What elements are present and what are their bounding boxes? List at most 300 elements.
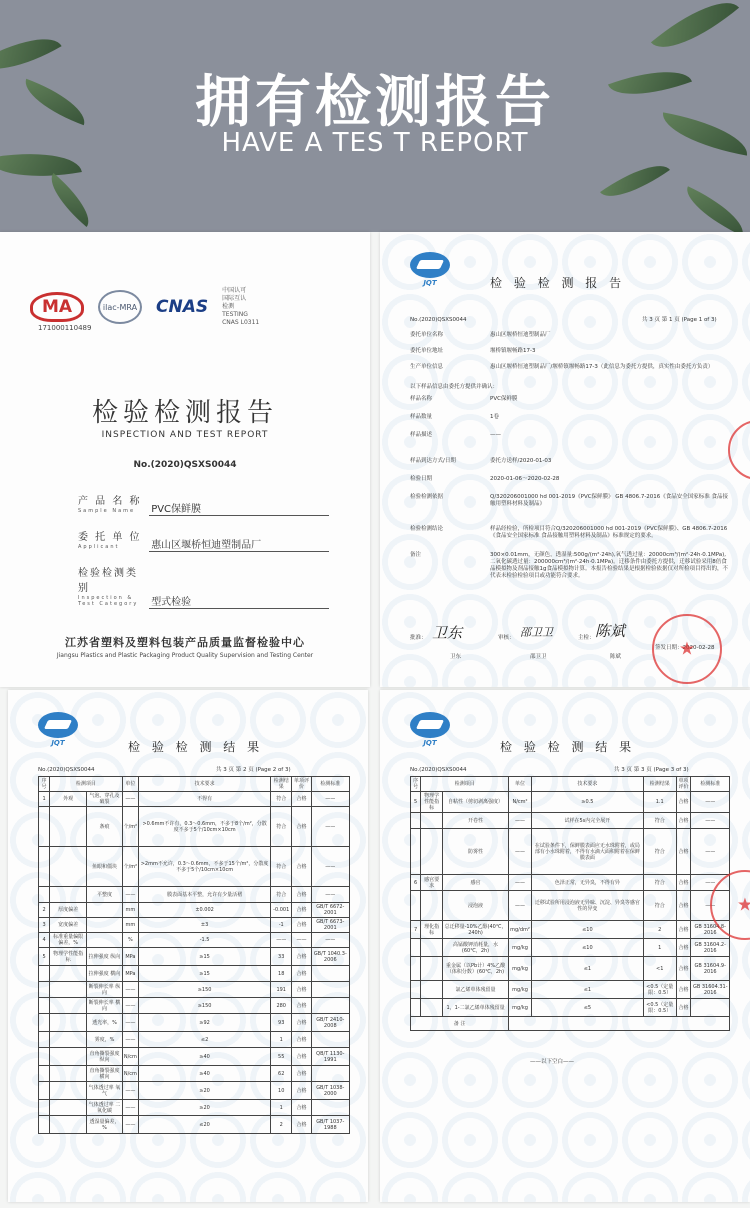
table-cell: 不得有 xyxy=(139,792,271,807)
table-cell: <1 xyxy=(643,957,676,981)
table-cell: 1 xyxy=(643,939,676,957)
page-indicator: 共 3 页 第 3 页 (Page 3 of 3) xyxy=(614,767,689,773)
jqt-logo: JQT xyxy=(38,712,78,747)
table-cell: 平整度 xyxy=(87,887,122,903)
results-page-2 xyxy=(8,690,368,1202)
table-cell: —— xyxy=(122,1116,139,1134)
table-cell: 标准重量偏限偏差，% xyxy=(50,933,87,948)
table-cell: 2 xyxy=(643,921,676,939)
table-cell xyxy=(39,1048,50,1066)
table-cell: 62 xyxy=(270,1066,291,1082)
remark-label: 备 注 xyxy=(411,1017,509,1031)
table-cell: —— xyxy=(122,1082,139,1100)
table-header-cell: 检测结果 xyxy=(643,777,676,792)
table-cell: -1 xyxy=(270,918,291,933)
table-row xyxy=(39,1066,350,1082)
table-cell: 高锰酸钾消耗量，水(60℃，2h) xyxy=(442,939,508,957)
table-cell: <0.5（定量限：0.5） xyxy=(643,981,676,999)
review-name: 邵卫卫 xyxy=(530,654,547,660)
table-cell: 膜表面基本平整，允许有少量活褶 xyxy=(139,887,271,903)
table-cell: 2 xyxy=(39,903,50,918)
table-cell: ≤5 xyxy=(531,999,643,1017)
table-row xyxy=(39,887,350,903)
table-cell: ≥20 xyxy=(139,1082,271,1100)
table-cell: ≤1 xyxy=(531,981,643,999)
table-cell: MPa xyxy=(122,948,139,966)
table-cell: 自粘性（剪切剥离强度） xyxy=(442,792,508,813)
table-cell: 6 xyxy=(411,875,421,891)
table-cell xyxy=(421,957,443,981)
report-row: 检验日期 2020-01-06～2020-02-28 xyxy=(410,476,560,482)
table-cell: —— xyxy=(311,847,349,887)
table-cell xyxy=(50,807,87,847)
table-row xyxy=(411,813,730,829)
table-cell: —— xyxy=(691,891,730,921)
table-cell: 直角撕裂强度 纵向 xyxy=(87,1048,122,1066)
table-cell: MPa xyxy=(122,966,139,982)
table-cell: ≥40 xyxy=(139,1066,271,1082)
report-number: No.(2020)QSXS0044 xyxy=(410,767,467,773)
table-cell xyxy=(39,998,50,1014)
table-cell xyxy=(87,933,122,948)
table-cell: 4 xyxy=(39,933,50,948)
cnas-logo: CNAS xyxy=(156,297,209,317)
table-cell xyxy=(421,891,443,921)
table-cell: 透光率，% xyxy=(87,1014,122,1032)
table-cell: —— xyxy=(509,875,532,891)
table-header-cell: 序号 xyxy=(411,777,421,792)
results-title: 检 验 检 测 结 果 xyxy=(500,740,636,754)
table-cell: 合格 xyxy=(292,887,311,903)
table-cell: N/cm xyxy=(122,1066,139,1082)
table-cell: 气体透过率 氧气 xyxy=(87,1082,122,1100)
leaf-decoration xyxy=(41,173,100,227)
table-cell: 合格 xyxy=(292,948,311,966)
page-subtitle: HAVE A TES T REPORT xyxy=(221,128,529,158)
table-cell: 合格 xyxy=(292,1066,311,1082)
table-cell: 符合 xyxy=(270,847,291,887)
table-cell xyxy=(311,998,349,1014)
table-cell: 符合 xyxy=(270,792,291,807)
table-cell: 试样在5s内完全展开 xyxy=(531,813,643,829)
review-label: 审核： xyxy=(498,635,515,641)
table-cell: 1，1-二氯乙烯单体残留量 xyxy=(442,999,508,1017)
report-row: 样品名称 PVC保鲜膜 xyxy=(410,396,518,402)
table-cell: 合格 xyxy=(676,939,691,957)
certification-logos xyxy=(30,287,259,327)
table-cell: QB/T 1130-1991 xyxy=(311,1048,349,1066)
table-header-cell: 单项评价 xyxy=(676,777,691,792)
table-cell: GB 31604.9-2016 xyxy=(691,957,730,981)
table-cell: 迁移试验所用浸泡液无异味、沉淀、异臭等感官性的异变 xyxy=(531,891,643,921)
approve-label: 批准： xyxy=(410,635,427,641)
table-row xyxy=(411,891,730,921)
table-cell: 2 xyxy=(270,1116,291,1134)
table-cell xyxy=(411,813,421,829)
table-cell: 感官 xyxy=(442,875,508,891)
end-of-table: ——以下空白—— xyxy=(530,1059,575,1065)
table-cell xyxy=(411,981,421,999)
table-row xyxy=(39,948,350,966)
report-title: 检 验 检 测 报 告 xyxy=(490,276,626,290)
report-row: 备注 300×0.01mm，无颜色，透湿量:500g/(m²·24h),氧气透过量：20000cm³/(m²·24h·0.1MPa),二氧化碳透过量：200000cm³/(m²·24h·0.1MPa)。迁移条件由委托方提供，迁移试验采用8倍食品模拟物及剂品接触1g食品模拟物计算。本报告检验结果是根据检验依据仅对所检项目得出的，不代表未检验检验项目或功能符合要求。 xyxy=(410,552,728,579)
table-cell: 总迁移量-10%乙醇(40℃，240h) xyxy=(442,921,508,939)
table-cell: ≥40 xyxy=(139,1048,271,1066)
table-cell: 物理学性能指标 xyxy=(50,948,87,966)
table-cell: 鱼眼和僵块 xyxy=(87,847,122,887)
table-header-cell: 检测标准 xyxy=(311,777,349,792)
table-cell: 条痕 xyxy=(87,807,122,847)
table-cell: GB/T 6673-2001 xyxy=(311,918,349,933)
table-cell: 合格 xyxy=(292,1014,311,1032)
table-cell: -1.5 xyxy=(139,933,271,948)
inspector-label: 主检： xyxy=(578,635,595,641)
table-cell: —— xyxy=(122,982,139,998)
table-cell xyxy=(311,966,349,982)
page-indicator: 共 3 页 第 1 页 (Page 1 of 3) xyxy=(642,317,717,323)
issue-date: 签发日期：2020-02-28 xyxy=(655,645,715,651)
table-cell: 理化指标 xyxy=(421,921,443,939)
report-row: 样品描述 —— xyxy=(410,432,501,438)
table-cell: % xyxy=(122,933,139,948)
table-cell: ≤10 xyxy=(531,939,643,957)
table-cell: GB/T 1038-2000 xyxy=(311,1082,349,1100)
table-cell: 合格 xyxy=(292,1032,311,1048)
table-row xyxy=(39,982,350,998)
table-cell: 雾度，% xyxy=(87,1032,122,1048)
table-cell xyxy=(421,813,443,829)
table-header-cell: 技术要求 xyxy=(531,777,643,792)
table-cell: GB 31604.2-2016 xyxy=(691,939,730,957)
table-cell: ≤2 xyxy=(139,1032,271,1048)
table-row xyxy=(39,1116,350,1134)
table-cell: 1 xyxy=(39,792,50,807)
table-cell: 在试验条件下，保鲜膜表面应无水珠附着，或局部有小水珠附着，不得有水滴大面积附着在保鲜膜表面 xyxy=(531,829,643,875)
table-cell: mg/kg xyxy=(509,981,532,999)
table-row xyxy=(411,957,730,981)
table-cell: 符合 xyxy=(643,829,676,875)
table-cell: ≥20 xyxy=(139,1100,271,1116)
table-cell: 合格 xyxy=(676,921,691,939)
table-row xyxy=(411,981,730,999)
table-cell: 1.1 xyxy=(643,792,676,813)
report-number: No.(2020)QSXS0044 xyxy=(410,317,467,323)
table-cell: 3 xyxy=(39,918,50,933)
table-cell: mg/kg xyxy=(509,957,532,981)
table-cell: ≥150 xyxy=(139,998,271,1014)
table-cell xyxy=(50,982,87,998)
jqt-logo: JQT xyxy=(410,712,450,747)
table-header-cell: 单位 xyxy=(122,777,139,792)
table-cell: 合格 xyxy=(292,918,311,933)
table-row xyxy=(39,918,350,933)
table-cell xyxy=(50,998,87,1014)
table-cell xyxy=(87,903,122,918)
table-cell xyxy=(50,966,87,982)
table-cell: 宽度偏差 xyxy=(50,918,87,933)
table-header-cell: 检测标准 xyxy=(691,777,730,792)
cover-footer: 江苏省塑料及塑料包装产品质量监督检验中心 xyxy=(65,636,305,649)
table-cell xyxy=(39,1100,50,1116)
table-cell: ≥150 xyxy=(139,982,271,998)
table-cell xyxy=(50,1066,87,1082)
review-signature: 邵卫卫 xyxy=(520,626,553,639)
table-cell: 直角撕裂强度 横向 xyxy=(87,1066,122,1082)
table-cell: 合格 xyxy=(676,981,691,999)
report-row: 委托单位地址 堰桥镇堰畅路17-3 xyxy=(410,348,536,354)
table-cell xyxy=(87,918,122,933)
table-cell xyxy=(50,1100,87,1116)
table-row xyxy=(411,875,730,891)
page-title: 拥有检测报告 xyxy=(195,70,555,135)
table-cell: -0.001 xyxy=(270,903,291,918)
report-row: 委托单位名称 惠山区堰桥恒迪塑制品厂 xyxy=(410,332,551,338)
table-cell: ≥15 xyxy=(139,948,271,966)
table-cell: 符合 xyxy=(643,875,676,891)
cover-page xyxy=(0,232,370,687)
table-cell: GB 31604.31-2016 xyxy=(691,981,730,999)
ilac-logo: ilac-MRA xyxy=(98,290,142,324)
table-row xyxy=(411,792,730,813)
table-row xyxy=(411,999,730,1017)
table-cell: 合格 xyxy=(676,957,691,981)
table-cell: ≤10 xyxy=(531,921,643,939)
table-cell xyxy=(691,999,730,1017)
table-cell xyxy=(421,939,443,957)
results-page-3 xyxy=(380,690,750,1202)
table-cell xyxy=(50,1014,87,1032)
table-cell: 外观 xyxy=(50,792,87,807)
table-cell xyxy=(421,999,443,1017)
table-cell: 7 xyxy=(411,921,421,939)
table-cell: ≥15 xyxy=(139,966,271,982)
leaf-decoration xyxy=(651,0,739,65)
table-cell: —— xyxy=(122,1100,139,1116)
leaf-decoration xyxy=(679,186,750,232)
table-cell: 5 xyxy=(411,792,421,813)
report-row: 检验检测结论 样品经检验，所检项目符合Q/320206001000 hd 001-2019《PVC保鲜膜》、GB 4806.7-2016《食品安全国家标准 食品接触用塑料材料及制品》标准规定的要求。 xyxy=(410,526,728,539)
table-cell: 合格 xyxy=(292,1100,311,1116)
table-cell: 氯乙烯单体残留量 xyxy=(442,981,508,999)
table-cell: 1 xyxy=(270,1032,291,1048)
table-cell xyxy=(50,847,87,887)
table-row xyxy=(39,903,350,918)
official-stamp xyxy=(652,614,722,684)
table-cell: 5 xyxy=(39,948,50,966)
table-cell: 合格 xyxy=(292,1048,311,1066)
table-cell: —— xyxy=(311,792,349,807)
table-cell: —— xyxy=(509,891,532,921)
table-cell: 191 xyxy=(270,982,291,998)
table-cell: mm xyxy=(122,903,139,918)
table-cell: GB/T 6672-2001 xyxy=(311,903,349,918)
table-cell: —— xyxy=(122,1032,139,1048)
table-header-cell: 序号 xyxy=(39,777,50,792)
table-header-cell: 检测项目 xyxy=(421,777,509,792)
table-cell: 合格 xyxy=(292,847,311,887)
table-cell: 个/m² xyxy=(122,847,139,887)
table-cell xyxy=(39,1066,50,1082)
page-indicator: 共 3 页 第 2 页 (Page 2 of 3) xyxy=(216,767,291,773)
table-cell: 10 xyxy=(270,1082,291,1100)
table-cell: N/cm² xyxy=(509,792,532,813)
table-cell: 合格 xyxy=(292,1116,311,1134)
table-cell: —— xyxy=(509,829,532,875)
table-cell: 浸泡液 xyxy=(442,891,508,921)
table-cell: ≥0.5 xyxy=(531,792,643,813)
table-row xyxy=(39,966,350,982)
table-cell: 厚度偏差 xyxy=(50,903,87,918)
table-cell: 个/m² xyxy=(122,807,139,847)
table-cell xyxy=(50,1082,87,1100)
table-row xyxy=(411,829,730,875)
table-header-row xyxy=(39,777,350,792)
table-cell: ±0.002 xyxy=(139,903,271,918)
table-header-cell: 检测项目 xyxy=(50,777,123,792)
table-cell: —— xyxy=(509,813,532,829)
remark-row xyxy=(411,1017,730,1031)
applicant-row: 委 托 单 位 Applicant 惠山区堰桥恒迪塑制品厂 xyxy=(78,528,329,552)
table-cell: 55 xyxy=(270,1048,291,1066)
approve-name: 卫东 xyxy=(450,654,462,660)
table-cell xyxy=(311,1032,349,1048)
cover-footer-en: Jiangsu Plastics and Plastic Packaging Product Quality Supervision and Testing Center xyxy=(56,652,314,659)
table-header-cell: 单位 xyxy=(509,777,532,792)
table-row xyxy=(39,1014,350,1032)
table-cell: 18 xyxy=(270,966,291,982)
table-cell: —— xyxy=(270,933,291,948)
table-cell: 透湿量偏差，% xyxy=(87,1116,122,1134)
table-cell xyxy=(39,1082,50,1100)
table-cell: >0.6mm不许有，0.3～0.6mm，不多于8个/m²，分散度不多于5个/10cm×10cm xyxy=(139,807,271,847)
table-row xyxy=(39,1048,350,1066)
table-row xyxy=(39,847,350,887)
table-cell: GB/T 1037-1988 xyxy=(311,1116,349,1134)
table-cell xyxy=(311,1100,349,1116)
table-cell: —— xyxy=(311,933,349,948)
table-cell: —— xyxy=(691,813,730,829)
table-cell: —— xyxy=(122,887,139,903)
table-cell: ≤1 xyxy=(531,957,643,981)
table-row xyxy=(411,921,730,939)
report-row: 以下样品信息由委托方提供并确认： xyxy=(410,384,499,390)
table-cell: GB 31604.8-2016 xyxy=(691,921,730,939)
table-header-cell: 检测结果 xyxy=(270,777,291,792)
table-cell xyxy=(50,1048,87,1066)
table-cell xyxy=(411,829,421,875)
table-cell: GB/T 2410-2008 xyxy=(311,1014,349,1032)
leaf-decoration xyxy=(600,152,670,210)
table-row xyxy=(39,1032,350,1048)
table-cell: —— xyxy=(691,829,730,875)
table-row xyxy=(39,933,350,948)
results-title: 检 验 检 测 结 果 xyxy=(128,740,264,754)
header-banner xyxy=(0,0,750,232)
table-cell: ±3 xyxy=(139,918,271,933)
table-cell: 色泽正常，无异臭，不得有异 xyxy=(531,875,643,891)
table-cell: 符合 xyxy=(270,807,291,847)
table-cell: 合格 xyxy=(292,792,311,807)
table-cell: —— xyxy=(691,792,730,813)
table-cell: 合格 xyxy=(676,813,691,829)
cma-logo: MA xyxy=(30,292,84,322)
results-table xyxy=(410,776,730,1031)
table-cell xyxy=(39,1116,50,1134)
table-cell: 合格 xyxy=(292,998,311,1014)
table-cell: —— xyxy=(122,792,139,807)
table-cell: N/cm xyxy=(122,1048,139,1066)
table-cell: 33 xyxy=(270,948,291,966)
table-cell: 合格 xyxy=(292,966,311,982)
table-cell: GB/T 1040.3-2006 xyxy=(311,948,349,966)
table-row xyxy=(39,807,350,847)
jqt-logo: JQT xyxy=(410,252,450,287)
report-page-1 xyxy=(380,232,750,687)
table-cell: ≥92 xyxy=(139,1014,271,1032)
table-cell: 93 xyxy=(270,1014,291,1032)
cert-number: 171000110489 xyxy=(38,324,92,332)
table-cell: 合格 xyxy=(676,891,691,921)
cover-title: 检验检测报告 xyxy=(91,398,278,428)
table-cell: >2mm不允许，0.3～0.6mm，不多于15个/m²，分散度不多于5个/10cm×10cm xyxy=(139,847,271,887)
inspector-signature: 陈斌 xyxy=(595,622,626,640)
table-cell: 物理学性能指标 xyxy=(421,792,443,813)
report-row: 样品到达方式/日期 委托方送样/2020-01-03 xyxy=(410,458,552,464)
table-cell: 合格 xyxy=(292,807,311,847)
table-cell: 开卷性 xyxy=(442,813,508,829)
table-cell xyxy=(421,829,443,875)
table-cell xyxy=(39,847,50,887)
table-row xyxy=(39,1082,350,1100)
table-cell xyxy=(50,1032,87,1048)
table-cell xyxy=(39,887,50,903)
table-cell: mg/kg xyxy=(509,999,532,1017)
table-cell: 280 xyxy=(270,998,291,1014)
approve-signature: 卫东 xyxy=(432,624,463,642)
table-cell: 符合 xyxy=(270,887,291,903)
table-cell: 防雾性 xyxy=(442,829,508,875)
table-cell: <0.5（定量限：0.5） xyxy=(643,999,676,1017)
table-header-cell: 技术要求 xyxy=(139,777,271,792)
table-cell xyxy=(39,1032,50,1048)
report-row: 检验检测依据 Q/320206001000 hd 001-2019《PVC保鲜膜》 GB 4806.7-2016《食品安全国家标准 食品接触用塑料材料及制品》 xyxy=(410,494,729,507)
table-cell: 合格 xyxy=(676,999,691,1017)
table-header-cell: 单项评价 xyxy=(292,777,311,792)
table-cell: 断裂伸长率 纵向 xyxy=(88,983,121,996)
sample-name-row: 产 品 名 称 Sample Name PVC保鲜膜 xyxy=(78,492,329,516)
table-header-row xyxy=(411,777,730,792)
table-cell: 1 xyxy=(270,1100,291,1116)
table-cell: 合格 xyxy=(676,829,691,875)
table-cell: 符合 xyxy=(643,813,676,829)
table-cell: 感官要求 xyxy=(421,875,443,891)
table-cell xyxy=(411,939,421,957)
table-cell: —— xyxy=(122,1014,139,1032)
table-cell: —— xyxy=(311,887,349,903)
table-row xyxy=(39,998,350,1014)
cover-subtitle: INSPECTION AND TEST REPORT xyxy=(101,430,269,440)
table-cell: 拉伸强度 横向 xyxy=(87,966,122,982)
remark-value xyxy=(509,1017,730,1031)
table-cell: —— xyxy=(311,807,349,847)
table-row xyxy=(411,939,730,957)
table-cell: 合格 xyxy=(292,982,311,998)
table-cell: —— xyxy=(292,933,311,948)
table-cell: —— xyxy=(691,875,730,891)
table-cell xyxy=(50,887,87,903)
table-cell xyxy=(421,981,443,999)
table-cell xyxy=(311,1066,349,1082)
